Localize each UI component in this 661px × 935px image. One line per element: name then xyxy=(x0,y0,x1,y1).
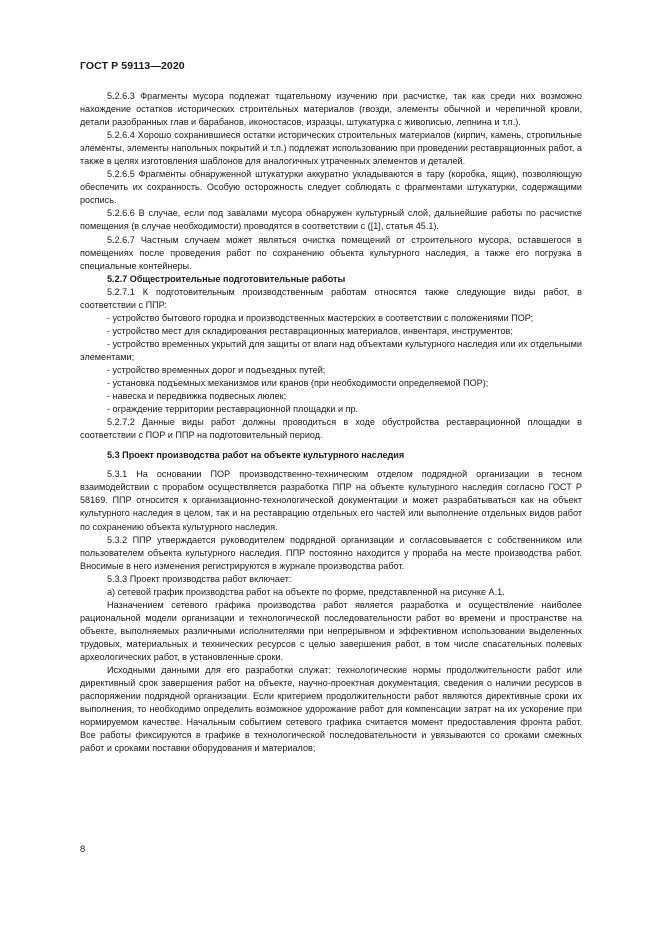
subsection-heading-5-2-7: 5.2.7 Общестроительные подготовительные работы xyxy=(107,273,346,284)
paragraph-network-purpose: Назначением сетевого графика производства работ является разработка и осуществление наиболее рациональной модели организации и технологической последовательности работ во времени и пространстве на объекте, выполняемых различными исполнителями при непрерывном и эффективном использовании выделенных трудовых, материальных и технических ресурсов с целью завершения работ, в том числе спасательных полевых археологических работ, в установленные сроки. xyxy=(80,599,582,662)
list-item-a: а) сетевой график производства работ на объекте по форме, представленной на рисунке А.1. xyxy=(107,586,505,597)
paragraph-network-inputs: Исходными данными для его разработки служат: технологические нормы продолжительности работ или директивный срок завершения работ на объекте, научно-проектная документация, сведения о наличии ресурсов в распоряжении подрядной организации. Если критерием продолжительности работ являются директивные сроки их выполнения, то необходимо определить возможное удорожание работ для компенсации затрат на их ускорение при нормируемом качестве. Начальным событием сетевого графика считается момент предоставления фронта работ. Все работы фиксируются в графике в технологической последовательности и увязываются со сроками смежных работ и сроками поставки оборудования и материалов; xyxy=(80,665,582,754)
document-body xyxy=(80,90,582,755)
paragraph-5-2-7-2: 5.2.7.2 Данные виды работ должны проводиться в ходе обустройства реставрационной площадки в соответствии с ПОР и ППР на подготовительный период. xyxy=(80,417,582,441)
section-heading-5-3: 5.3 Проект производства работ на объекте культурного наследия xyxy=(107,450,405,461)
paragraph-5-2-6-7: 5.2.6.7 Частным случаем может являться очистка помещений от строительного мусора, оставшегося в помещениях после проведения работ по сохранению объекта культурного наследия, а также его погрузка в специальные контейнеры. xyxy=(80,234,582,271)
list-item: - ограждение территории реставрационной площадки и пр. xyxy=(107,404,359,415)
page-number: 8 xyxy=(80,844,86,855)
paragraph-5-2-7-1: 5.2.7.1 К подготовительным производственным работам относятся также следующие виды работ, в соответствии с ППР: xyxy=(80,286,582,310)
paragraph-5-2-6-5: 5.2.6.5 Фрагменты обнаруженной штукатурки аккуратно укладываются в тару (коробка, ящик), позволяющую обеспечить их сохранность. Особую осторожность следует соблюдать с фрагментами штукатурки, содержащими роспись. xyxy=(80,169,582,206)
list-item: - навеска и передвижка подвесных люлек; xyxy=(107,391,287,402)
document-header: ГОСТ Р 59113—2020 xyxy=(80,60,185,72)
list-item: - установка подъемных механизмов или кранов (при необходимости определяемой ПОР); xyxy=(107,378,489,389)
list-item: - устройство бытового городка и производственных мастерских в соответствии с положениями ПОР; xyxy=(107,312,534,323)
paragraph-5-2-6-4: 5.2.6.4 Хорошо сохранившиеся остатки исторических строительных материалов (кирпич, камень, стропильные элементы, элементы напольных покрытий и т.п.) подлежат использованию при проведении реставрационных работ, а также в целях изготовления шаблонов для аналогичных утраченных элементов и деталей. xyxy=(80,130,582,167)
paragraph-5-2-6-3: 5.2.6.3 Фрагменты мусора подлежат тщательному изучению при расчистке, так как среди них возможно нахождение остатков исторических строительных материалов (гвозди, элементы обычной и черепичной кровли, детали разобранных глав и барабанов, иконостасов, изразцы, штукатурка с живописью, лепнина и т.п.). xyxy=(80,91,582,128)
paragraph-5-3-1: 5.3.1 На основании ПОР производственно-техническим отделом подрядной организации в тесном взаимодействии с прорабом осуществляется разработка ППР на объекте культурного наследия согласно ГОСТ Р 58169. ППР относится к организационно-технологической документации и может разрабатываться как на объект культурного наследия в целом, так и на реставрацию отдельных его частей или выполнение отдельных видов работ по сохранению объекта культурного наследия. xyxy=(80,469,582,532)
paragraph-5-3-2: 5.3.2 ППР утверждается руководителем подрядной организации и согласовывается с собственником или пользователем объекта культурного наследия. ППР постоянно находится у прораба на месте производства работ. Вносимые в него изменения регистрируются в журнале производства работ. xyxy=(80,534,582,571)
paragraph-5-3-3: 5.3.3 Проект производства работ включает: xyxy=(107,573,292,584)
list-item: - устройство временных укрытий для защиты от влаги над объектами культурного наследия или их отдельными элементами; xyxy=(80,338,582,362)
list-item: - устройство временных дорог и подъездных путей; xyxy=(107,364,326,375)
list-item: - устройство мест для складирования реставрационных материалов, инвентаря, инструментов; xyxy=(107,325,513,336)
paragraph-5-2-6-6: 5.2.6.6 В случае, если под завалами мусора обнаружен культурный слой, дальнейшие работы по расчистке помещения (в случае необходимости) проводятся в соответствии с ([1], статья 45.1). xyxy=(80,208,582,232)
